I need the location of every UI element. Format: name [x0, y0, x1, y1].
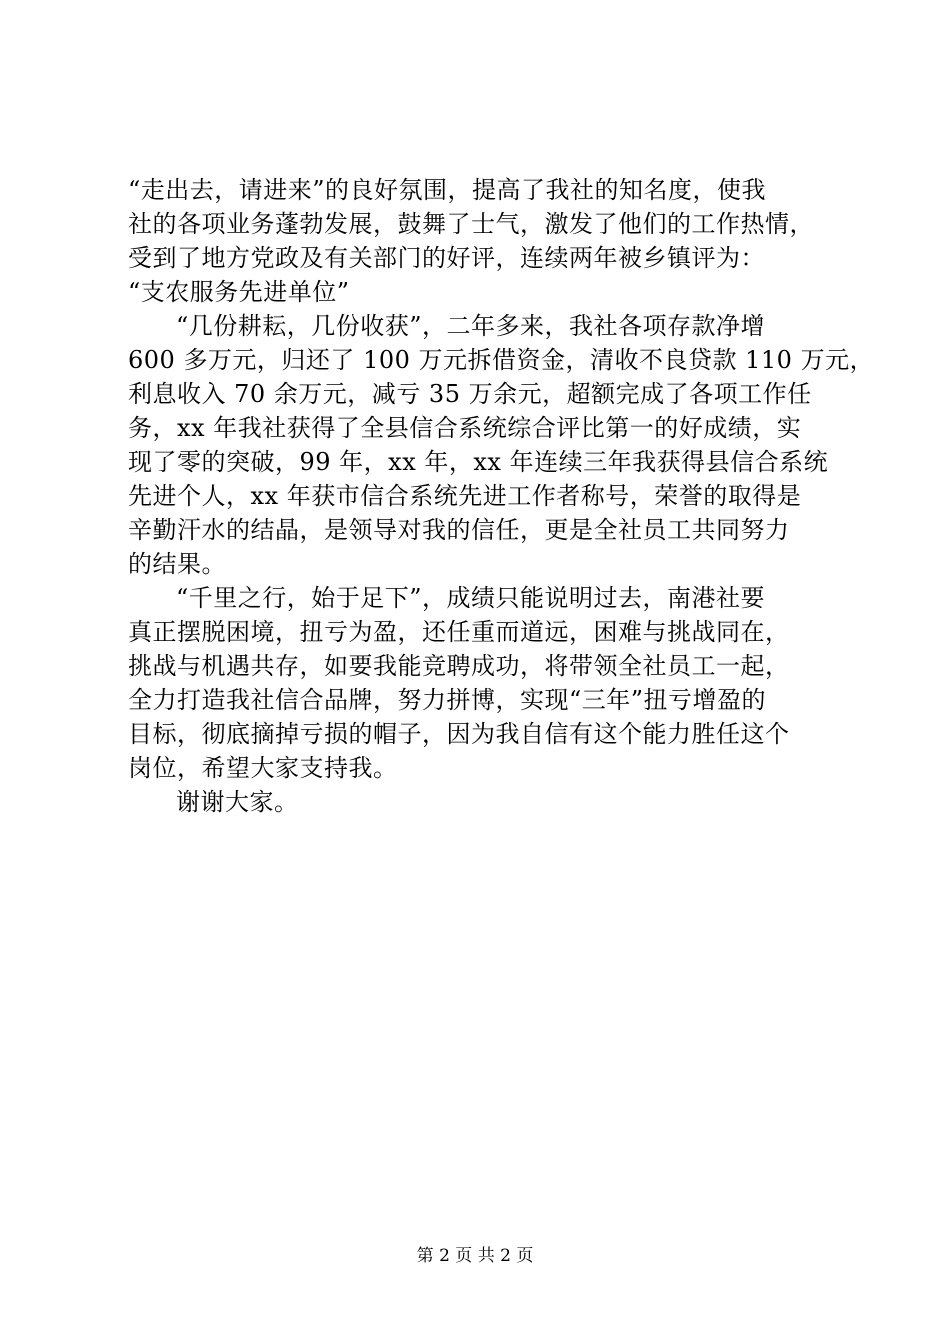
text-line: “走出去，请进来”的良好氛围，提高了我社的知名度，使我 — [128, 176, 767, 204]
text-line: 真正摆脱困境，扭亏为盈，还任重而道远，困难与挑战同在， — [128, 618, 790, 646]
text-line: 社的各项业务蓬勃发展，鼓舞了士气，激发了他们的工作热情， — [128, 210, 814, 238]
page-footer: 第 2 页 共 2 页 — [416, 1246, 534, 1266]
text-line: “千里之行，始于足下”，成绩只能说明过去，南港社要 — [176, 584, 766, 612]
text-line: 岗位，希望大家支持我。 — [128, 754, 398, 782]
text-line: 600 多万元，归还了 100 万元拆借资金，清收不良贷款 110 万元， — [128, 346, 875, 374]
text-line: 的结果。 — [128, 550, 226, 578]
text-line: 挑战与机遇共存，如要我能竞聘成功，将带领全社员工一起， — [128, 652, 790, 680]
text-line: 受到了地方党政及有关部门的好评，连续两年被乡镇评为： — [128, 244, 765, 272]
text-line: “支农服务先进单位” — [128, 278, 350, 306]
text-line: “几份耕耘，几份收获”，二年多来，我社各项存款净增 — [176, 312, 766, 340]
text-line: 务，xx 年我社获得了全县信合系统综合评比第一的好成绩，实 — [128, 414, 802, 442]
text-line: 先进个人，xx 年获市信合系统先进工作者称号，荣誉的取得是 — [128, 482, 802, 510]
text-line: 现了零的突破，99 年，xx 年，xx 年连续三年我获得县信合系统 — [128, 448, 829, 476]
text-line: 目标，彻底摘掉亏损的帽子，因为我自信有这个能力胜任这个 — [128, 720, 790, 748]
text-line: 谢谢大家。 — [176, 788, 299, 816]
text-line: 利息收入 70 余万元，减亏 35 万余元，超额完成了各项工作任 — [128, 380, 812, 408]
text-line: 辛勤汗水的结晶，是领导对我的信任，更是全社员工共同努力 — [128, 516, 790, 544]
text-line: 全力打造我社信合品牌，努力拼博，实现“三年”扭亏增盈的 — [128, 686, 767, 714]
